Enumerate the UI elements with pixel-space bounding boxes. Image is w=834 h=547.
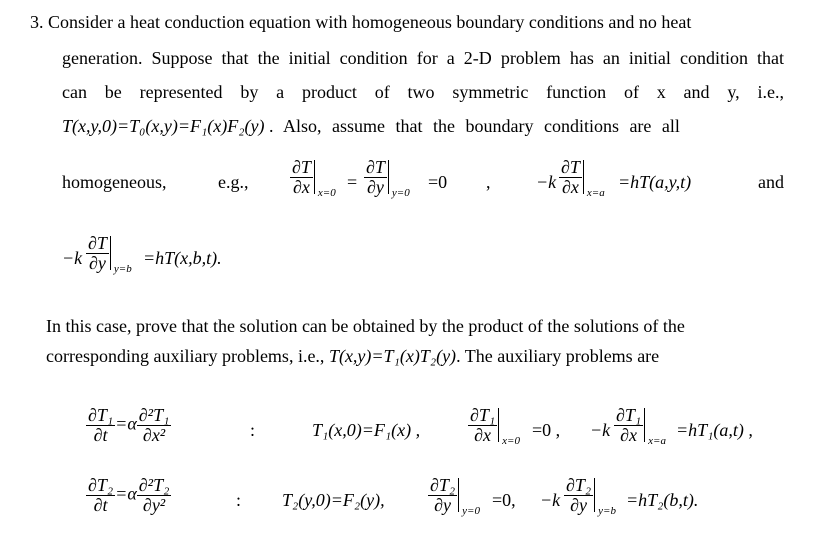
bc2-den: ∂y: [367, 176, 384, 197]
aux2-bc-eq: =0,: [492, 490, 516, 510]
bc1-derivative: [290, 158, 336, 197]
and-label: and: [758, 172, 784, 192]
statement-text: corresponding auxiliary problems, i.e.,: [46, 346, 325, 366]
aux2-bc-num: ∂T₂: [430, 475, 456, 495]
problem-text-4: . Also, assume that the boundary conditions are all: [268, 116, 680, 136]
aux1-pde: [86, 406, 171, 445]
aux2-colon: :: [236, 490, 242, 510]
statement-end: . The auxiliary problems are: [456, 346, 660, 366]
aux1-eq-alpha: =α: [115, 413, 137, 434]
bc2-num: ∂T: [366, 157, 385, 177]
aux1-bc-num: ∂T₁: [470, 405, 496, 425]
bc3-sub: x=a: [586, 186, 605, 199]
bc4-neg-k: −k: [62, 248, 83, 268]
aux2-lhs-den: ∂t: [93, 494, 108, 515]
problem-line-1: [30, 12, 790, 33]
aux2-bc2-sub: y=b: [598, 504, 616, 517]
bc3-num: ∂T: [561, 157, 580, 177]
aux2-bc2-num: ∂T₂: [566, 475, 592, 495]
bc4-derivative: [86, 234, 132, 273]
aux2-bc2-den: ∂y: [570, 494, 588, 515]
bc3-derivative: [559, 158, 605, 197]
aux1-bc-den: ∂x: [474, 424, 492, 445]
aux1-rhs-den: ∂x²: [142, 424, 166, 445]
bc1-num: ∂T: [292, 157, 311, 177]
aux2-bc2-rhs: =hT₂(b,t).: [626, 490, 699, 510]
aux2-bc-sub: y=0: [462, 504, 480, 517]
bc3-rhs: =hT(a,y,t): [618, 172, 692, 192]
aux2-rhs-num: ∂²T₂: [138, 475, 170, 495]
aux1-bc2-num: ∂T₁: [616, 405, 642, 425]
bc3-neg-k: −k: [536, 172, 557, 192]
bc1-den: ∂x: [293, 176, 310, 197]
aux1-neg-k: −k: [590, 420, 611, 440]
aux1-bc2-sub: x=a: [648, 434, 666, 447]
homogeneous-label: homogeneous,: [62, 172, 167, 192]
bc4-num: ∂T: [88, 233, 107, 253]
aux1-initial-condition: T₁(x,0)=F₁(x) ,: [312, 420, 421, 440]
eg-label: e.g.,: [218, 172, 249, 192]
problem-text-3: can be represented by a product of two symmetric function of x and y, i.e.,: [62, 82, 784, 102]
statement-line-2: [46, 346, 786, 367]
statement-line-1: In this case, prove that the solution can be obtained by the product of the solutions of the: [46, 316, 685, 336]
problem-text-1: Consider a heat conduction equation with homogeneous boundary conditions and no heat: [48, 12, 692, 32]
aux2-pde: [86, 476, 171, 515]
bc2-derivative: [364, 158, 410, 197]
problem-number: 3.: [30, 12, 44, 32]
problem-text-2: generation. Suppose that the initial condition for a 2-D problem has an initial condition that: [62, 48, 784, 68]
aux1-bc2-derivative: [614, 406, 666, 445]
aux2-rhs-den: ∂y²: [142, 494, 166, 515]
aux2-bc-den: ∂y: [434, 494, 452, 515]
bc3-den: ∂x: [562, 176, 579, 197]
aux2-bc2-derivative: [564, 476, 616, 515]
bc4-sub: y=b: [113, 262, 132, 275]
aux1-bc-derivative: [468, 406, 520, 445]
aux1-bc2-den: ∂x: [620, 424, 638, 445]
aux1-bc-eq: =0 ,: [532, 420, 561, 440]
bc2-sub: y=0: [391, 186, 410, 199]
aux2-eq-alpha: =α: [115, 483, 137, 504]
aux2-lhs-num: ∂T₂: [88, 475, 114, 495]
aux1-colon: :: [250, 420, 256, 440]
aux1-lhs-num: ∂T₁: [88, 405, 114, 425]
bc-equals: =: [347, 172, 358, 192]
product-solution-equation: T(x,y)=T₁(x)T₂(y): [328, 346, 457, 366]
initial-condition-equation: T(x,y,0)=T₀(x,y)=F₁(x)F₂(y): [62, 116, 265, 136]
aux1-bc-sub: x=0: [502, 434, 520, 447]
bc1-sub: x=0: [317, 186, 336, 199]
bc4-den: ∂y: [89, 252, 106, 273]
aux1-lhs-den: ∂t: [93, 424, 108, 445]
aux1-rhs-num: ∂²T₁: [138, 405, 170, 425]
aux2-bc-derivative: [428, 476, 480, 515]
bc4-rhs: =hT(x,b,t).: [143, 248, 222, 268]
bc-comma: ,: [486, 172, 491, 192]
aux1-bc2-rhs: =hT₁(a,t) ,: [676, 420, 753, 440]
bc-eq-zero: =0: [428, 172, 448, 192]
aux2-initial-condition: T₂(y,0)=F₂(y),: [282, 490, 385, 510]
aux2-neg-k: −k: [540, 490, 561, 510]
problem-line-4: [62, 116, 784, 137]
